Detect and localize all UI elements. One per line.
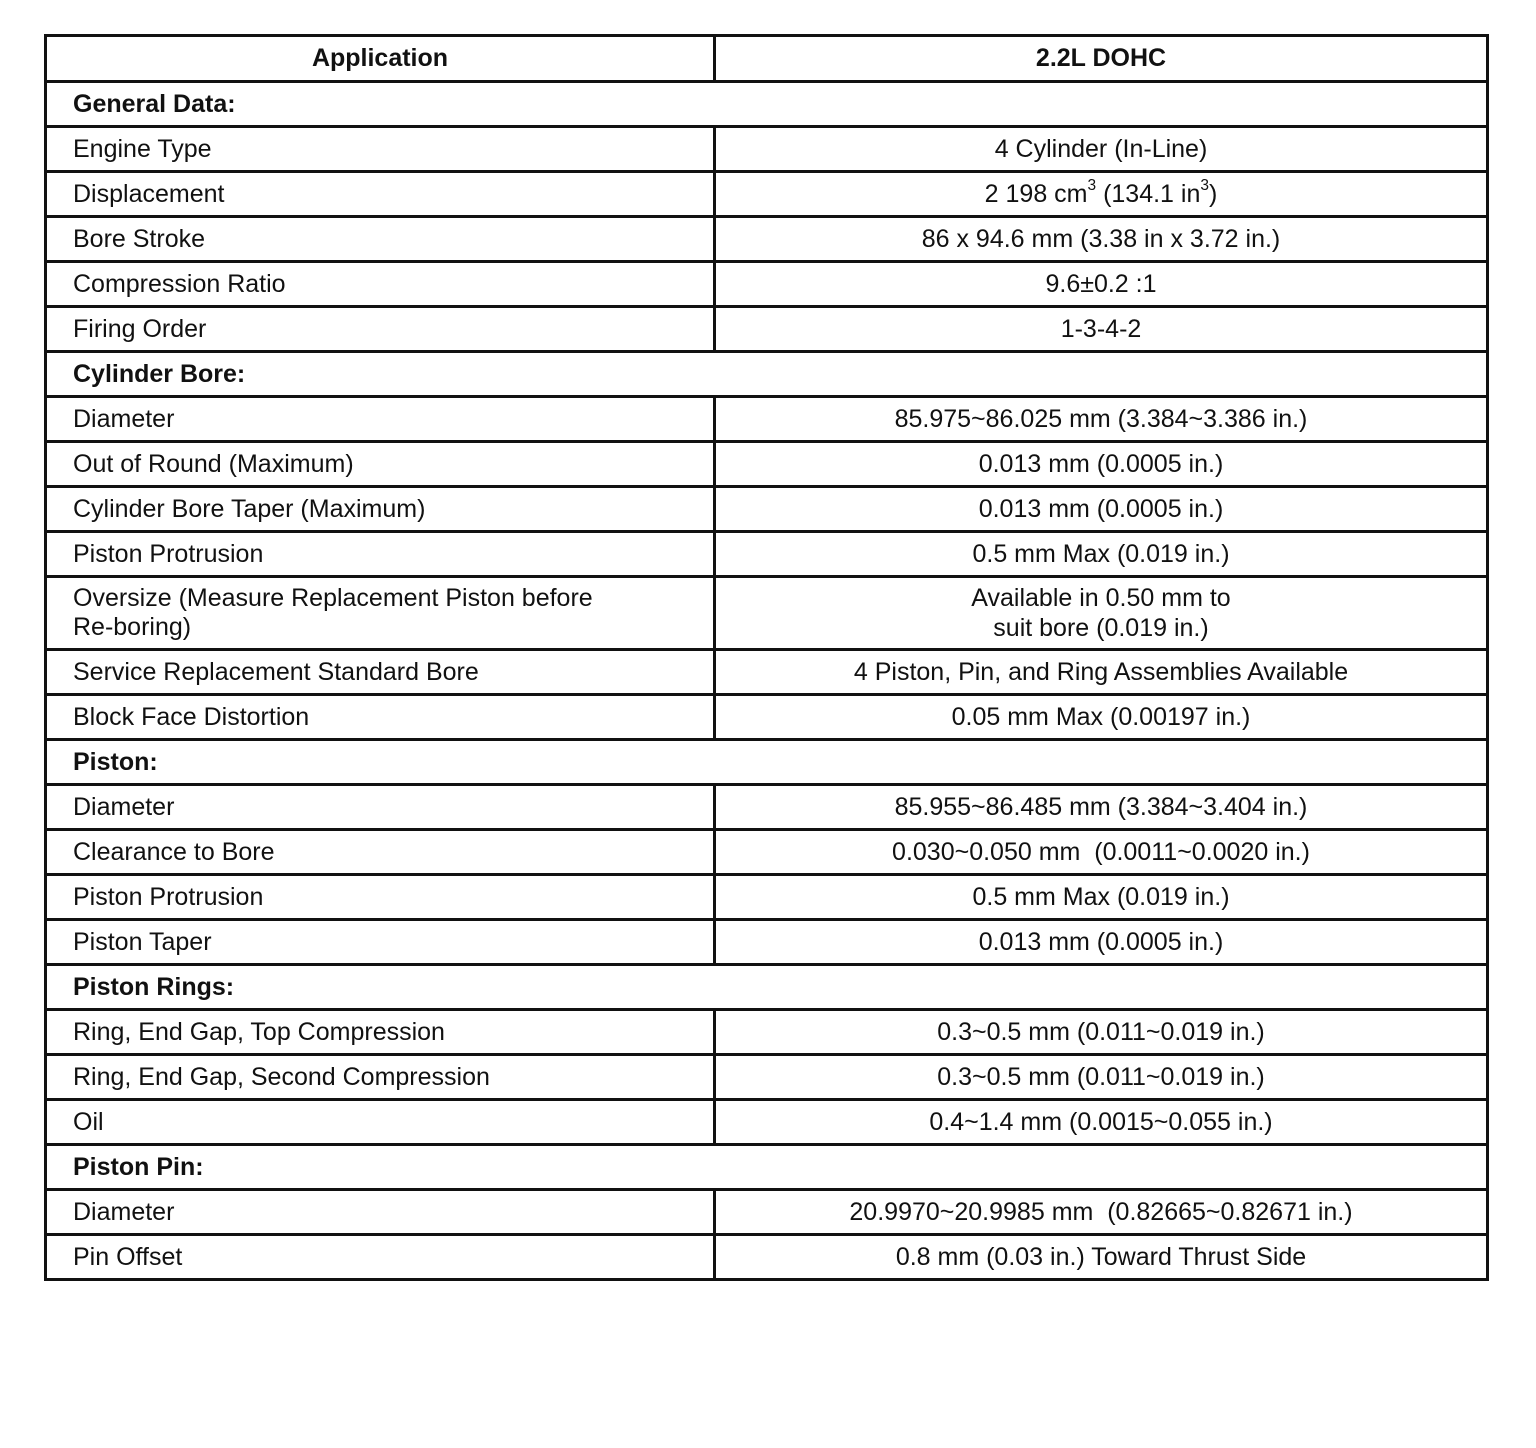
table-row (46, 217, 1488, 262)
spec-value: 20.9970~20.9985 mm (0.82665~0.82671 in.) (715, 1190, 1488, 1235)
spec-label: Displacement (46, 172, 715, 217)
spec-value: 9.6±0.2 :1 (715, 262, 1488, 307)
table-row (46, 127, 1488, 172)
spec-value: 0.8 mm (0.03 in.) Toward Thrust Side (715, 1235, 1488, 1280)
section-piston (46, 740, 1488, 785)
section-title: Piston Rings: (46, 965, 1488, 1010)
table-row (46, 830, 1488, 875)
spec-label: Oil (46, 1100, 715, 1145)
table-row (46, 785, 1488, 830)
table-row (46, 487, 1488, 532)
section-piston-rings (46, 965, 1488, 1010)
spec-label: Cylinder Bore Taper (Maximum) (46, 487, 715, 532)
spec-label: Compression Ratio (46, 262, 715, 307)
value-part: (134.1 in (1096, 180, 1201, 208)
spec-value: 0.5 mm Max (0.019 in.) (715, 875, 1488, 920)
spec-label: Out of Round (Maximum) (46, 442, 715, 487)
spec-label: Ring, End Gap, Second Compression (46, 1055, 715, 1100)
value-part: ) (1209, 180, 1218, 208)
section-cylinder-bore (46, 352, 1488, 397)
section-general-data (46, 82, 1488, 127)
table-row (46, 397, 1488, 442)
spec-label: Pin Offset (46, 1235, 715, 1280)
table-row (46, 307, 1488, 352)
superscript: 3 (1087, 176, 1097, 194)
table-row (46, 172, 1488, 217)
spec-value: 0.013 mm (0.0005 in.) (715, 442, 1488, 487)
spec-value: 0.030~0.050 mm (0.0011~0.0020 in.) (715, 830, 1488, 875)
spec-value: 4 Piston, Pin, and Ring Assemblies Available (715, 650, 1488, 695)
spec-label: Diameter (46, 785, 715, 830)
label-line: Oversize (Measure Replacement Piston before (73, 584, 593, 612)
spec-value: 0.05 mm Max (0.00197 in.) (715, 695, 1488, 740)
spec-label: Block Face Distortion (46, 695, 715, 740)
spec-label: Piston Protrusion (46, 532, 715, 577)
table-row (46, 650, 1488, 695)
engine-spec-table (44, 34, 1489, 1281)
spec-value: 85.955~86.485 mm (3.384~3.404 in.) (715, 785, 1488, 830)
spec-value (715, 172, 1488, 217)
table-row (46, 920, 1488, 965)
spec-value: 0.013 mm (0.0005 in.) (715, 487, 1488, 532)
spec-label: Firing Order (46, 307, 715, 352)
section-title: Piston Pin: (46, 1145, 1488, 1190)
spec-value: 0.013 mm (0.0005 in.) (715, 920, 1488, 965)
table-row (46, 695, 1488, 740)
section-title: Piston: (46, 740, 1488, 785)
header-application: Application (46, 36, 715, 82)
spec-label: Clearance to Bore (46, 830, 715, 875)
header-engine: 2.2L DOHC (715, 36, 1488, 82)
spec-label (46, 577, 715, 650)
spec-label: Engine Type (46, 127, 715, 172)
value-line: suit bore (0.019 in.) (993, 614, 1209, 642)
spec-value: 0.3~0.5 mm (0.011~0.019 in.) (715, 1010, 1488, 1055)
table-row (46, 1190, 1488, 1235)
table-header-row (46, 36, 1488, 82)
spec-value: 4 Cylinder (In-Line) (715, 127, 1488, 172)
table-row (46, 875, 1488, 920)
table-row (46, 532, 1488, 577)
section-title: General Data: (46, 82, 1488, 127)
spec-value: 0.3~0.5 mm (0.011~0.019 in.) (715, 1055, 1488, 1100)
spec-value: 85.975~86.025 mm (3.384~3.386 in.) (715, 397, 1488, 442)
table-row (46, 577, 1488, 650)
table-row (46, 442, 1488, 487)
spec-value: 0.5 mm Max (0.019 in.) (715, 532, 1488, 577)
table-row (46, 1100, 1488, 1145)
spec-value (715, 577, 1488, 650)
spec-label: Service Replacement Standard Bore (46, 650, 715, 695)
value-line: Available in 0.50 mm to (971, 584, 1231, 612)
spec-label: Diameter (46, 1190, 715, 1235)
table-row (46, 1235, 1488, 1280)
spec-label: Bore Stroke (46, 217, 715, 262)
table-row (46, 262, 1488, 307)
spec-value: 1-3-4-2 (715, 307, 1488, 352)
spec-label: Piston Protrusion (46, 875, 715, 920)
spec-value: 0.4~1.4 mm (0.0015~0.055 in.) (715, 1100, 1488, 1145)
table-row (46, 1055, 1488, 1100)
spec-label: Piston Taper (46, 920, 715, 965)
section-title: Cylinder Bore: (46, 352, 1488, 397)
spec-label: Diameter (46, 397, 715, 442)
superscript: 3 (1200, 176, 1209, 194)
label-line: Re-boring) (73, 613, 192, 641)
spec-value: 86 x 94.6 mm (3.38 in x 3.72 in.) (715, 217, 1488, 262)
table-row (46, 1010, 1488, 1055)
value-part: 2 198 cm (984, 180, 1088, 208)
section-piston-pin (46, 1145, 1488, 1190)
spec-label: Ring, End Gap, Top Compression (46, 1010, 715, 1055)
